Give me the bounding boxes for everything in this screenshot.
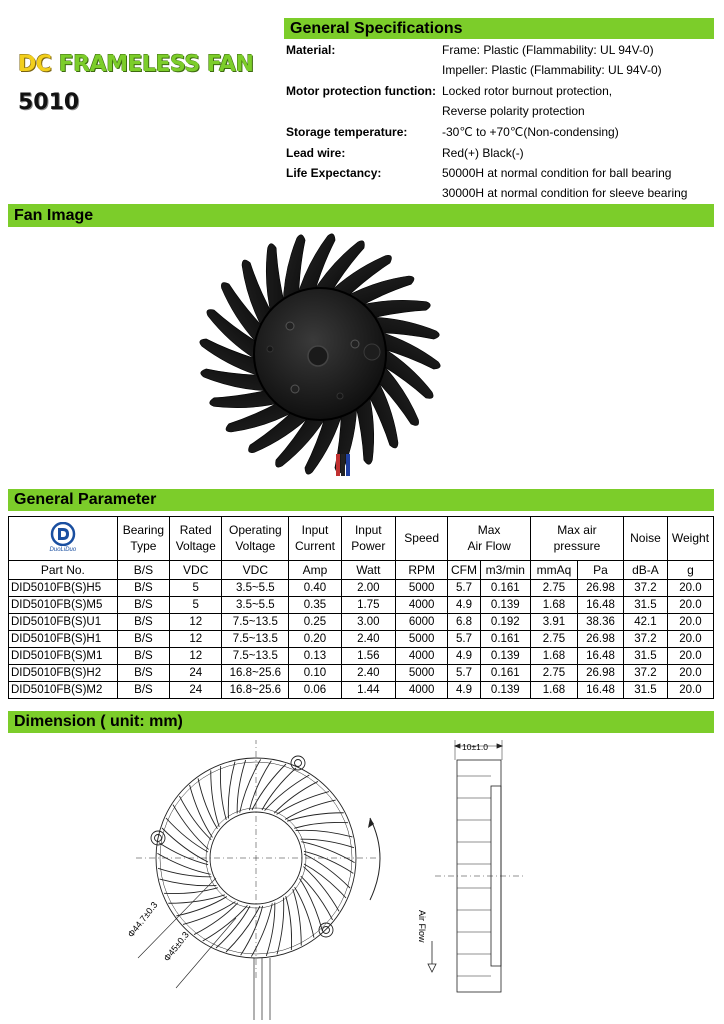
table-cell: 5 — [170, 597, 222, 614]
table-cell: 24 — [170, 682, 222, 699]
table-cell: 26.98 — [577, 631, 623, 648]
drawing-blade — [252, 764, 296, 810]
table-cell: 16.8~25.6 — [222, 682, 289, 699]
spec-value: Reverse polarity protection — [442, 104, 585, 118]
table-cell: 0.13 — [289, 648, 341, 665]
table-cell: 5.7 — [448, 631, 480, 648]
table-cell: 12 — [170, 648, 222, 665]
brand-logo-text: DuoLiDuo — [49, 547, 77, 554]
table-row — [9, 665, 714, 682]
table-cell: 0.25 — [289, 614, 341, 631]
spec-label: Life Expectancy: — [286, 166, 382, 180]
fan-photo — [190, 232, 450, 482]
drawing-blade — [277, 775, 338, 837]
header-speed: Speed — [396, 517, 448, 561]
spec-value: 50000H at normal condition for ball bearing — [442, 166, 672, 180]
table-cell: B/S — [117, 631, 169, 648]
spec-motor-protection-2 — [286, 101, 716, 121]
table-cell: 20.0 — [667, 648, 713, 665]
inner-diameter-label: Φ44.7±0.3 — [125, 899, 160, 940]
table-cell: 20.0 — [667, 597, 713, 614]
table-cell: 4.9 — [448, 597, 480, 614]
table-cell: 2.00 — [341, 580, 395, 597]
table-cell: 4000 — [396, 648, 448, 665]
drawing-blade — [216, 906, 260, 952]
table-cell: B/S — [117, 648, 169, 665]
table-cell: 0.161 — [480, 631, 530, 648]
unit-cell: dB-A — [624, 561, 668, 580]
table-row — [9, 648, 714, 665]
table-row — [9, 580, 714, 597]
unit-cell: m3/min — [480, 561, 530, 580]
table-row — [9, 631, 714, 648]
part-number-cell: DID5010FB(S)H5 — [9, 580, 118, 597]
part-number-cell: DID5010FB(S)U1 — [9, 614, 118, 631]
spec-label: Storage temperature: — [286, 125, 408, 139]
table-cell: 16.48 — [577, 648, 623, 665]
table-cell: 1.56 — [341, 648, 395, 665]
unit-cell: VDC — [170, 561, 222, 580]
table-cell: 20.0 — [667, 631, 713, 648]
drawing-blade — [161, 864, 225, 928]
table-cell: 0.161 — [480, 580, 530, 597]
brand-logo-cell — [9, 517, 118, 561]
table-cell: 37.2 — [624, 580, 668, 597]
table-cell: 26.98 — [577, 580, 623, 597]
section-general-specifications — [284, 18, 714, 39]
table-cell: 31.5 — [624, 597, 668, 614]
table-cell: 5000 — [396, 665, 448, 682]
table-cell: 0.139 — [480, 597, 530, 614]
spec-value: Red(+) Black(-) — [442, 146, 524, 160]
table-cell: 1.75 — [341, 597, 395, 614]
table-cell: 12 — [170, 631, 222, 648]
table-cell: 31.5 — [624, 682, 668, 699]
table-cell: 16.48 — [577, 597, 623, 614]
part-number-cell: DID5010FB(S)M1 — [9, 648, 118, 665]
header-bearing: Bearing Type — [117, 517, 169, 561]
unit-cell: Amp — [289, 561, 341, 580]
drawing-blade — [187, 763, 251, 827]
part-number-cell: DID5010FB(S)M5 — [9, 597, 118, 614]
brand-logo-icon — [50, 522, 76, 546]
spec-motor-protection — [286, 81, 716, 101]
part-number-cell: DID5010FB(S)H1 — [9, 631, 118, 648]
spec-label: Material: — [286, 43, 336, 57]
model-number: 5010 — [18, 90, 80, 115]
unit-cell: mmAq — [530, 561, 577, 580]
title-prefix: DC — [18, 52, 52, 77]
section-fan-image — [8, 204, 714, 227]
spec-value: Locked rotor burnout protection, — [442, 84, 613, 98]
width-dimension-label: 10±1.0 — [462, 742, 488, 752]
spec-material — [286, 40, 716, 60]
outer-diameter-label: Φ45±0.3 — [161, 929, 191, 964]
header-max-air-pressure: Max air pressure — [530, 517, 623, 561]
header-rated-voltage: Rated Voltage — [170, 517, 222, 561]
spec-life-expectancy — [286, 163, 716, 183]
dimension-front-view — [118, 740, 418, 1020]
section-title: Fan Image — [14, 206, 94, 224]
spec-material-2 — [286, 60, 716, 80]
unit-cell: RPM — [396, 561, 448, 580]
drawing-blade — [304, 854, 350, 898]
table-cell: 4000 — [396, 682, 448, 699]
part-number-cell: DID5010FB(S)M2 — [9, 682, 118, 699]
table-cell: B/S — [117, 580, 169, 597]
table-cell: 20.0 — [667, 665, 713, 682]
table-cell: 0.161 — [480, 665, 530, 682]
table-cell: 2.75 — [530, 631, 577, 648]
table-cell: B/S — [117, 597, 169, 614]
header-input-current: Input Current — [289, 517, 341, 561]
table-cell: 5.7 — [448, 665, 480, 682]
header-input-power: Input Power — [341, 517, 395, 561]
table-cell: 0.139 — [480, 648, 530, 665]
drawing-blade — [162, 818, 208, 862]
table-cell: 3.00 — [341, 614, 395, 631]
unit-cell: B/S — [117, 561, 169, 580]
spec-label: Lead wire: — [286, 146, 346, 160]
dimension-side-view — [405, 736, 535, 1016]
table-cell: 1.68 — [530, 597, 577, 614]
table-cell: 31.5 — [624, 648, 668, 665]
table-cell: 20.0 — [667, 580, 713, 597]
table-cell: 7.5~13.5 — [222, 631, 289, 648]
header-weight: Weight — [667, 517, 713, 561]
drawing-blade — [173, 776, 235, 837]
spec-value: 30000H at normal condition for sleeve bearing — [442, 186, 688, 200]
table-cell: 0.35 — [289, 597, 341, 614]
table-cell: 42.1 — [624, 614, 668, 631]
table-cell: 0.20 — [289, 631, 341, 648]
table-cell: 6.8 — [448, 614, 480, 631]
table-cell: 3.91 — [530, 614, 577, 631]
spec-lead-wire — [286, 143, 716, 163]
table-cell: 1.68 — [530, 648, 577, 665]
table-cell: 5000 — [396, 631, 448, 648]
table-cell: 3.5~5.5 — [222, 597, 289, 614]
spec-storage-temp — [286, 122, 716, 142]
table-cell: 0.40 — [289, 580, 341, 597]
table-cell: B/S — [117, 682, 169, 699]
table-cell: 12 — [170, 614, 222, 631]
table-cell: 2.75 — [530, 580, 577, 597]
drawing-blade — [262, 889, 326, 953]
section-general-parameter — [8, 489, 714, 511]
unit-cell: Watt — [341, 561, 395, 580]
table-cell: 5000 — [396, 580, 448, 597]
table-cell: 16.48 — [577, 682, 623, 699]
header-noise: Noise — [624, 517, 668, 561]
unit-cell: CFM — [448, 561, 480, 580]
table-cell: 0.139 — [480, 682, 530, 699]
table-cell: 26.98 — [577, 665, 623, 682]
unit-cell: VDC — [222, 561, 289, 580]
table-cell: 0.06 — [289, 682, 341, 699]
table-cell: 4.9 — [448, 648, 480, 665]
table-cell: 0.10 — [289, 665, 341, 682]
unit-cell: g — [667, 561, 713, 580]
table-cell: 20.0 — [667, 614, 713, 631]
table-cell: 5.7 — [448, 580, 480, 597]
table-cell: 1.44 — [341, 682, 395, 699]
section-dimension — [8, 711, 714, 733]
section-title: General Specifications — [290, 19, 463, 37]
table-units-row — [9, 561, 714, 580]
table-header-row — [9, 517, 714, 561]
title-main-text: FRAMELESS FAN — [58, 52, 254, 77]
table-row — [9, 597, 714, 614]
table-cell: 37.2 — [624, 631, 668, 648]
product-title — [18, 52, 253, 77]
table-cell: 6000 — [396, 614, 448, 631]
table-cell: 20.0 — [667, 682, 713, 699]
table-cell: 4.9 — [448, 682, 480, 699]
header-max-air-flow: Max Air Flow — [448, 517, 531, 561]
unit-cell: Part No. — [9, 561, 118, 580]
spec-value: Frame: Plastic (Flammability: UL 94V-0) — [442, 43, 654, 57]
section-title: General Parameter — [14, 491, 157, 508]
drawing-blade — [287, 789, 351, 853]
table-cell: 24 — [170, 665, 222, 682]
table-cell: 2.40 — [341, 665, 395, 682]
table-cell: 7.5~13.5 — [222, 648, 289, 665]
table-cell: 38.36 — [577, 614, 623, 631]
table-cell: 5 — [170, 580, 222, 597]
spec-value: Impeller: Plastic (Flammability: UL 94V-0) — [442, 63, 662, 77]
table-cell: 7.5~13.5 — [222, 614, 289, 631]
table-cell: 16.8~25.6 — [222, 665, 289, 682]
table-row — [9, 682, 714, 699]
parameter-table — [8, 516, 714, 699]
spec-label: Motor protection function: — [286, 84, 436, 98]
table-cell: B/S — [117, 665, 169, 682]
table-cell: B/S — [117, 614, 169, 631]
table-cell: 2.75 — [530, 665, 577, 682]
drawing-blade — [278, 879, 340, 940]
table-cell: 0.192 — [480, 614, 530, 631]
table-cell: 37.2 — [624, 665, 668, 682]
table-cell: 1.68 — [530, 682, 577, 699]
table-cell: 4000 — [396, 597, 448, 614]
part-number-cell: DID5010FB(S)H2 — [9, 665, 118, 682]
table-row — [9, 614, 714, 631]
header-operating-voltage: Operating Voltage — [222, 517, 289, 561]
unit-cell: Pa — [577, 561, 623, 580]
spec-life-expectancy-2 — [286, 183, 716, 203]
spec-value: -30℃ to +70℃(Non-condensing) — [442, 125, 619, 139]
table-cell: 3.5~5.5 — [222, 580, 289, 597]
airflow-label: Air Flow — [417, 910, 427, 943]
table-cell: 2.40 — [341, 631, 395, 648]
section-title: Dimension ( unit: mm) — [14, 713, 183, 730]
